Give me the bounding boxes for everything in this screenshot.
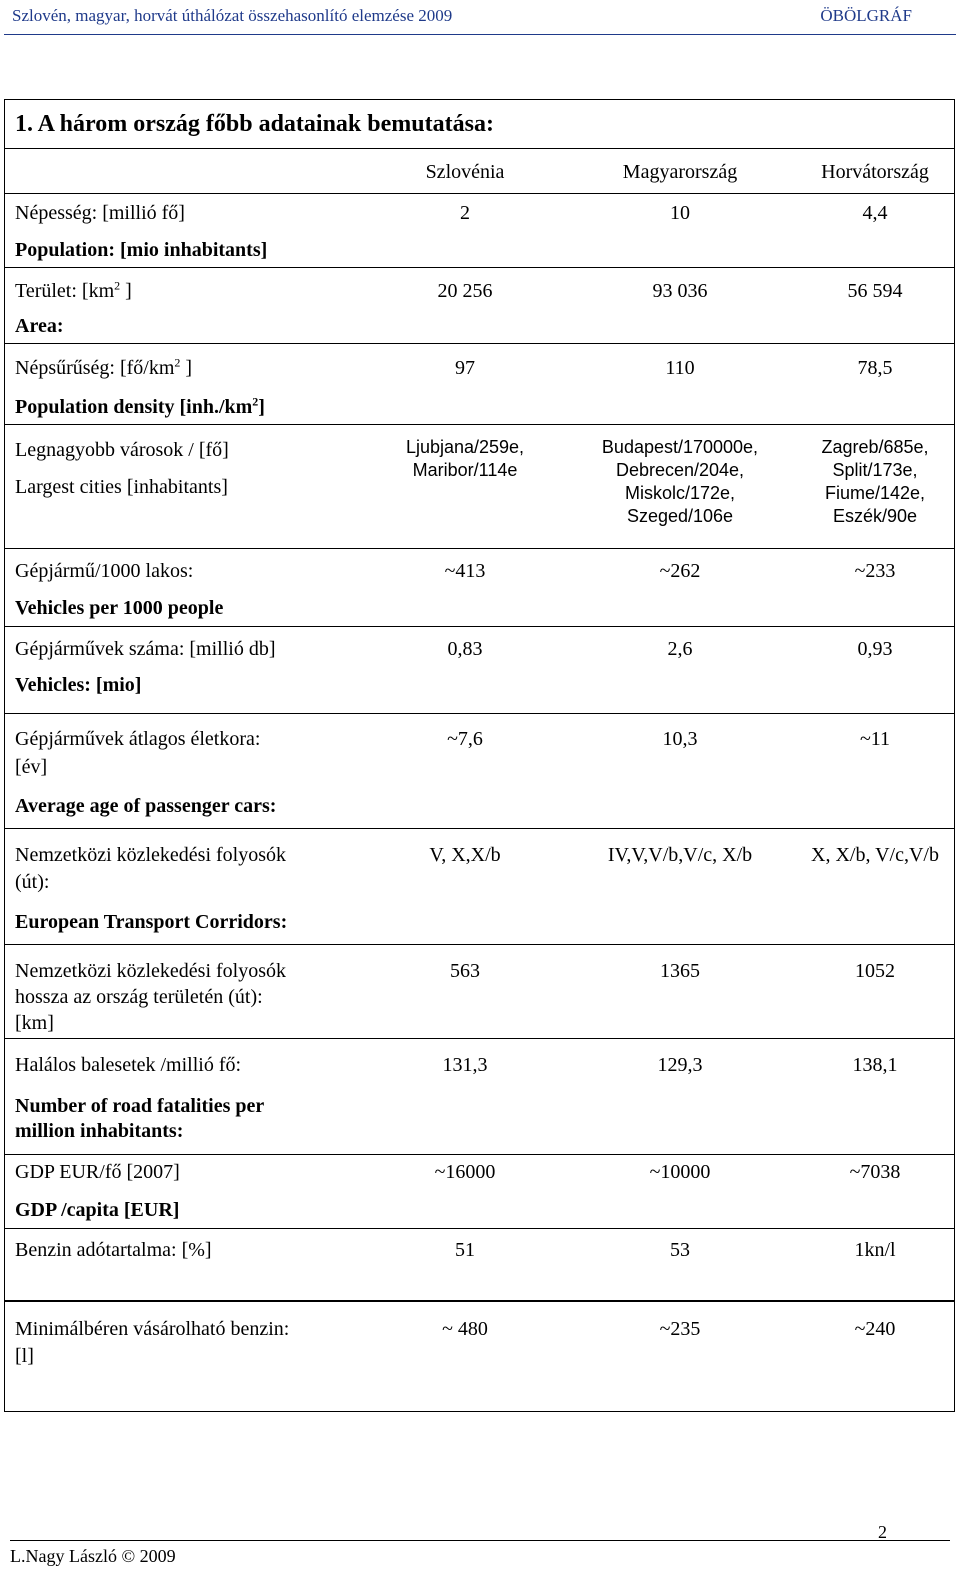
row-label-hu: Gépjármű/1000 lakos: [15,560,194,582]
table-row-corridors [4,829,955,945]
value-slovenia: V, X,X/b [429,844,501,866]
value-croatia: ~233 [854,560,896,582]
row-label-hu: Gépjárművek átlagos életkora: [15,728,261,750]
row-label-hu: Benzin adótartalma: [%] [15,1239,212,1261]
table-row-cities [4,425,955,549]
value-slovenia: ~7,6 [447,728,483,750]
city-item: Zagreb/685e, [821,437,929,457]
value-croatia: X, X/b, V/c,V/b [811,844,939,866]
footer-author: L.Nagy László © 2009 [10,1546,176,1566]
row-label-hu-unit: [l] [15,1345,34,1367]
city-item: Budapest/170000e, [601,437,759,457]
value-croatia: ~11 [859,728,891,750]
row-label-hu-unit: [km] [15,1012,54,1034]
label-tail: ] [258,396,265,418]
value-hungary: 110 [665,357,695,379]
row-label-hu-cont: (út): [15,871,50,893]
header-divider [4,34,956,35]
city-item: Miskolc/172e, [624,483,736,503]
label-text: Population density [inh./km [15,396,253,418]
cities-hungary [565,436,795,528]
label-tail: ] [185,357,193,379]
city-item: Fiume/142e, [824,483,926,503]
value-croatia: 1kn/l [854,1239,896,1261]
label-superscript: 2 [174,355,181,370]
value-hungary: IV,V,V/b,V/c, X/b [607,844,753,866]
section-title-box [4,99,955,149]
value-croatia: 56 594 [847,280,903,302]
value-croatia: ~7038 [849,1161,901,1183]
page-number: 2 [878,1522,887,1542]
table-row-vehicles-per-1000 [4,549,955,627]
value-croatia: ~240 [854,1318,896,1340]
value-slovenia: 51 [455,1239,475,1261]
value-slovenia: ~ 480 [442,1318,488,1340]
row-label-en: Largest cities [inhabitants] [15,476,228,498]
row-label-hu [15,279,353,303]
value-slovenia: 97 [455,357,475,379]
value-croatia: 0,93 [857,638,893,660]
value-hungary: 129,3 [657,1054,703,1076]
column-header-row [4,149,955,194]
value-slovenia: ~16000 [434,1161,496,1183]
value-hungary: 10 [670,202,690,224]
label-tail: ] [125,280,132,302]
table-row-corridor-length [4,945,955,1039]
table-row-density [4,344,955,425]
row-label-hu: Népesség: [millió fő] [15,202,185,224]
row-label-hu-cont: hossza az ország területén (út): [15,986,263,1008]
section-title: 1. A három ország főbb adatainak bemutatása: [15,111,494,137]
city-item: Szeged/106e [626,506,734,526]
row-label-hu: GDP EUR/fő [2007] [15,1161,180,1183]
col-header-croatia: Horvátország [821,161,929,183]
label-superscript: 2 [114,278,121,293]
row-label-hu-unit: [év] [15,756,48,778]
value-slovenia: 131,3 [442,1054,488,1076]
value-hungary: 53 [670,1239,690,1261]
row-label-en: Area: [15,315,64,337]
header-document-title: Szlovén, magyar, horvát úthálózat összehasonlító elemzése 2009 [12,6,453,25]
table-row-fuel-tax [4,1229,955,1301]
row-label-hu: Nemzetközi közlekedési folyosók [15,844,287,866]
value-croatia: 1052 [855,960,895,982]
table-row-area [4,268,955,344]
value-croatia: 4,4 [862,202,888,224]
row-label-hu: Halálos balesetek /millió fő: [15,1054,242,1076]
city-item: Debrecen/204e, [615,460,745,480]
row-label-hu [15,356,353,380]
row-label-en-cont: million inhabitants: [15,1120,184,1142]
value-slovenia: 20 256 [437,280,493,302]
row-label-en: Number of road fatalities per [15,1095,265,1117]
col-header-slovenia: Szlovénia [425,161,505,183]
value-hungary: ~235 [659,1318,701,1340]
value-slovenia: ~413 [444,560,486,582]
value-hungary: ~10000 [649,1161,711,1183]
value-hungary: 10,3 [662,728,698,750]
row-label-hu: Nemzetközi közlekedési folyosók [15,960,287,982]
value-hungary: ~262 [659,560,701,582]
city-item: Split/173e, [832,460,918,480]
table-row-average-age [4,714,955,829]
value-hungary: 1365 [660,960,700,982]
value-hungary: 2,6 [667,638,693,660]
label-superscript: 2 [252,394,259,409]
row-label-en: Vehicles per 1000 people [15,597,224,619]
col-header-hungary: Magyarország [622,161,738,183]
value-croatia: 138,1 [852,1054,898,1076]
row-label-en: Vehicles: [mio] [15,674,142,696]
row-label-en: Average age of passenger cars: [15,795,277,817]
value-slovenia: 0,83 [447,638,483,660]
city-item: Maribor/114e [412,460,518,480]
table-row-min-wage-fuel [4,1301,955,1412]
row-label-en: Population: [mio inhabitants] [15,239,268,261]
page-header [0,0,960,38]
table-row-fatalities [4,1039,955,1155]
city-item: Ljubjana/259e, [405,437,525,457]
value-hungary: 93 036 [652,280,708,302]
city-item: Eszék/90e [832,506,918,526]
footer-divider [10,1540,950,1541]
cities-croatia [785,436,960,528]
table-row-gdp [4,1155,955,1229]
table-row-vehicles [4,627,955,714]
value-slovenia: 2 [460,202,470,224]
value-croatia: 78,5 [857,357,893,379]
row-label-en [15,395,353,419]
row-label-hu: Minimálbéren vásárolható benzin: [15,1318,290,1340]
table-row-population [4,194,955,268]
cities-slovenia [385,436,545,482]
row-label-hu: Legnagyobb városok / [fő] [15,439,229,461]
value-slovenia: 563 [450,960,480,982]
row-label-hu: Gépjárművek száma: [millió db] [15,638,276,660]
label-text: Terület: [km [15,280,115,302]
header-brand: ÖBÖLGRÁF [820,6,912,25]
row-label-en: European Transport Corridors: [15,911,288,933]
row-label-en: GDP /capita [EUR] [15,1199,180,1221]
label-text: Népsűrűség: [fő/km [15,357,175,379]
